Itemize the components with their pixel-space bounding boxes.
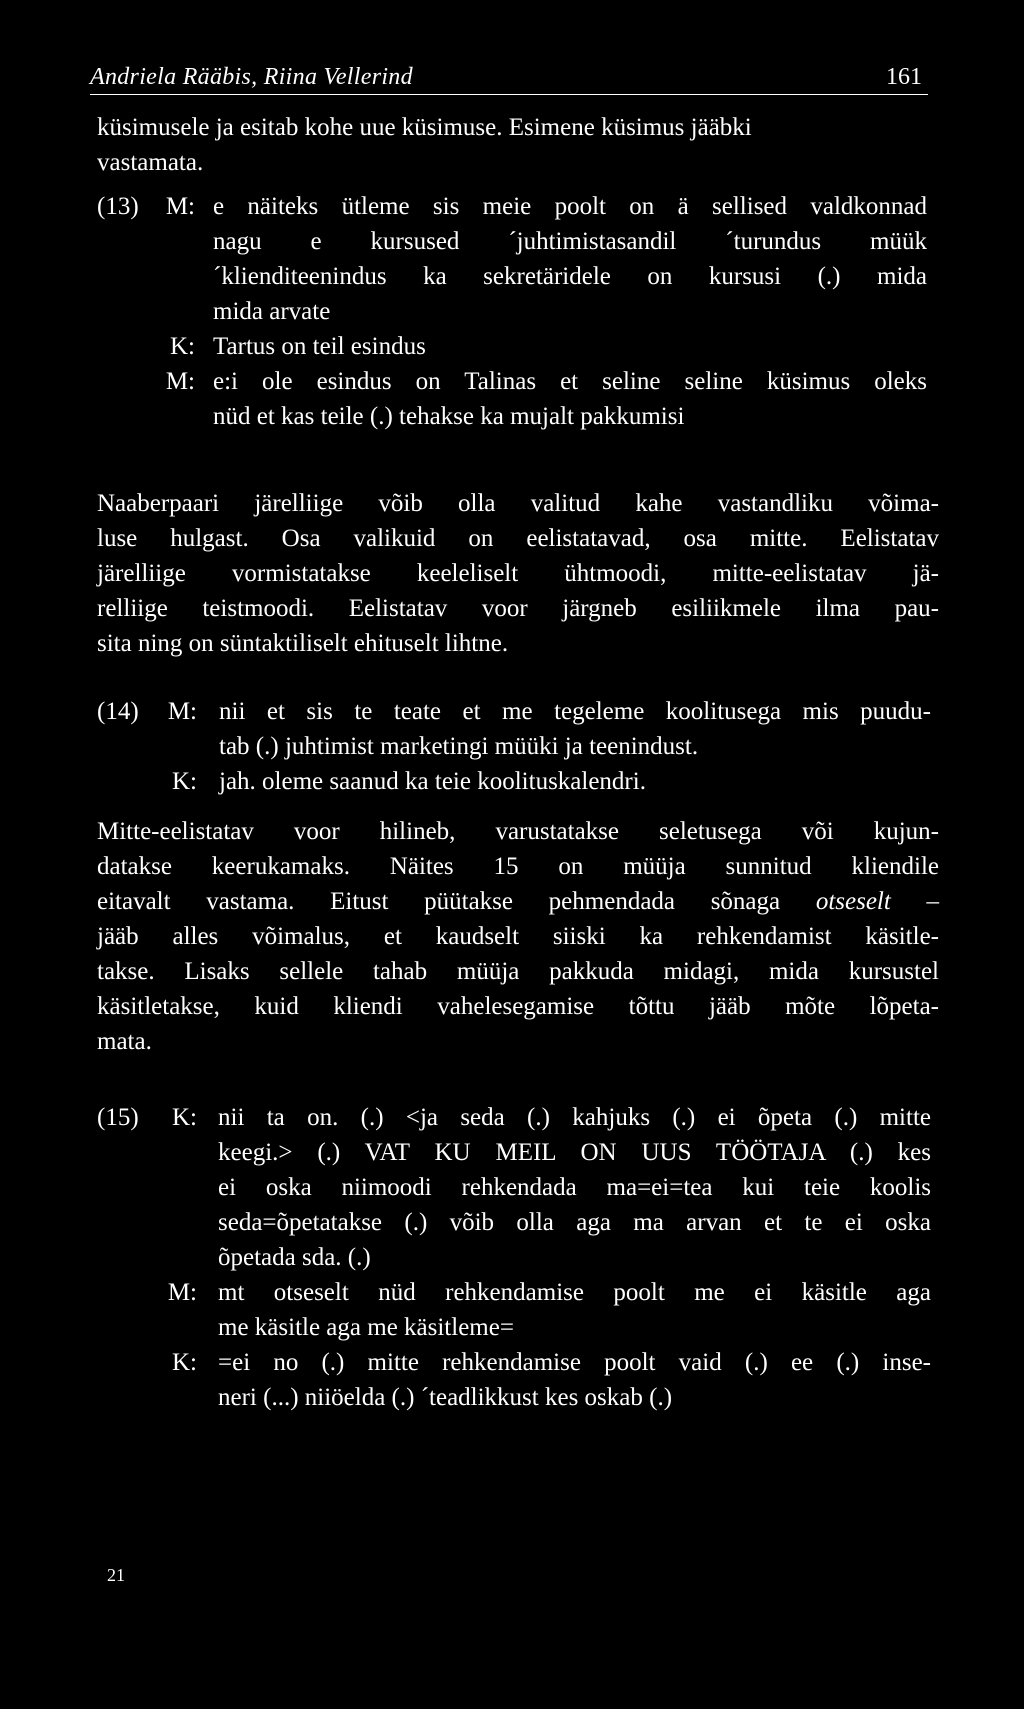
- transcript-line: [97, 1205, 933, 1240]
- utterance: seda=õpetatakse (.) võib olla aga ma arvan et te ei oska: [218, 1209, 931, 1236]
- transcript-line: [97, 364, 933, 399]
- transcript-line: [97, 1170, 933, 1205]
- transcript-line: [97, 1100, 933, 1135]
- transcript-line: [97, 329, 933, 364]
- transcript-line: [97, 729, 933, 764]
- utterance: õpetada sda. (.): [218, 1244, 371, 1271]
- speaker-label: K:: [172, 1349, 197, 1376]
- transcript-line: [97, 224, 933, 259]
- text-line: küsimusele ja esitab kohe uue küsimuse. Esimene küsimus jääbki: [97, 114, 752, 141]
- utterance: mida arvate: [213, 298, 331, 325]
- example-number: (15): [97, 1104, 139, 1131]
- utterance: jah. oleme saanud ka teie koolituskalendri.: [219, 768, 646, 795]
- utterance: ´klienditeenindus ka sekretäridele on kursusi (.) mida: [213, 263, 927, 290]
- transcript-line: [97, 1275, 933, 1310]
- italic-term: otseselt: [815, 888, 891, 915]
- text-line: vastamata.: [97, 149, 204, 176]
- utterance: nii ta on. (.) <ja seda (.) kahjuks (.) ei õpeta (.) mitte: [218, 1104, 931, 1131]
- speaker-label: K:: [172, 1104, 197, 1131]
- speaker-label: M:: [167, 1279, 197, 1306]
- utterance: nagu e kursused ´juhtimistasandil ´turundus müük: [213, 228, 927, 255]
- transcript-line: [97, 259, 933, 294]
- utterance: me käsitle aga me käsitleme=: [218, 1314, 514, 1341]
- transcript-line: [97, 399, 933, 434]
- text-line: käsitletakse, kuid kliendi vahelesegamise tõttu jääb mõte lõpeta-: [97, 993, 939, 1020]
- utterance: tab (.) juhtimist marketingi müüki ja teenindust.: [219, 733, 699, 760]
- speaker-label: M:: [167, 698, 197, 725]
- text-line: relliige teistmoodi. Eelistatav voor järgneb esiliikmele ilma pau-: [97, 595, 939, 622]
- text-line: datakse keerukamaks. Näites 15 on müüja sunnitud kliendile: [97, 853, 939, 880]
- page-number: 161: [886, 64, 922, 90]
- text-line: mata.: [97, 1028, 152, 1055]
- example-13: [97, 189, 933, 434]
- transcript-line: [97, 764, 933, 799]
- transcript-line: [97, 1345, 933, 1380]
- running-head: [90, 60, 928, 95]
- text-line: [97, 884, 939, 919]
- utterance: =ei no (.) mitte rehkendamise poolt vaid (.) ee (.) inse-: [218, 1349, 931, 1376]
- text-line: Mitte-eelistatav voor hilineb, varustatakse seletusega või kujun-: [97, 818, 939, 845]
- text-span: –: [890, 888, 939, 915]
- transcript-line: [97, 1240, 933, 1275]
- transcript-line: [97, 1135, 933, 1170]
- utterance: mt otseselt nüd rehkendamise poolt me ei käsitle aga: [218, 1279, 931, 1306]
- text-line: jääb alles võimalus, et kaudselt siiski ka rehkendamist käsitle-: [97, 923, 939, 950]
- speaker-label: K:: [172, 768, 197, 795]
- utterance: nüd et kas teile (.) tehakse ka mujalt pakkumisi: [213, 403, 685, 430]
- transcript-line: [97, 294, 933, 329]
- example-number: (14): [97, 698, 139, 725]
- text-line: Naaberpaari järelliige võib olla valitud kahe vastandliku võima-: [97, 490, 939, 517]
- transcript-line: [97, 694, 933, 729]
- paragraph-intro: [97, 110, 933, 180]
- text-line: luse hulgast. Osa valikuid on eelistatavad, osa mitte. Eelistatav: [97, 525, 939, 552]
- utterance: e näiteks ütleme sis meie poolt on ä sellised valdkonnad: [213, 193, 927, 220]
- text-line: takse. Lisaks sellele tahab müüja pakkuda midagi, mida kursustel: [97, 958, 939, 985]
- utterance: ei oska niimoodi rehkendada ma=ei=tea kui teie koolis: [218, 1174, 931, 1201]
- text-span: eitavalt vastama. Eitust püütakse pehmendada sõnaga: [97, 888, 816, 915]
- speaker-label: K:: [170, 333, 195, 360]
- example-14: [97, 694, 933, 799]
- text-line: järelliige vormistatakse keeleliselt ühtmoodi, mitte-eelistatav jä-: [97, 560, 939, 587]
- speaker-label: M:: [165, 193, 195, 220]
- sheet-number: 21: [107, 1565, 125, 1585]
- text-line: sita ning on süntaktiliselt ehituselt lihtne.: [97, 630, 509, 657]
- utterance: keegi.> (.) VAT KU MEIL ON UUS TÖÖTAJA (.) kes: [218, 1139, 931, 1166]
- paragraph-preference: [97, 486, 939, 661]
- utterance: neri (...) niiöelda (.) ´teadlikkust kes oskab (.): [218, 1384, 673, 1411]
- speaker-label: M:: [165, 368, 195, 395]
- paragraph-dispreferred: [97, 814, 939, 1059]
- running-head-authors: Andriela Rääbis, Riina Vellerind: [90, 64, 413, 90]
- transcript-line: [97, 189, 933, 224]
- utterance: e:i ole esindus on Talinas et seline seline küsimus oleks: [213, 368, 927, 395]
- utterance: nii et sis te teate et me tegeleme koolitusega mis puudu-: [219, 698, 931, 725]
- example-15: [97, 1100, 933, 1415]
- transcript-line: [97, 1380, 933, 1415]
- transcript-line: [97, 1310, 933, 1345]
- utterance: Tartus on teil esindus: [213, 333, 426, 360]
- example-number: (13): [97, 193, 139, 220]
